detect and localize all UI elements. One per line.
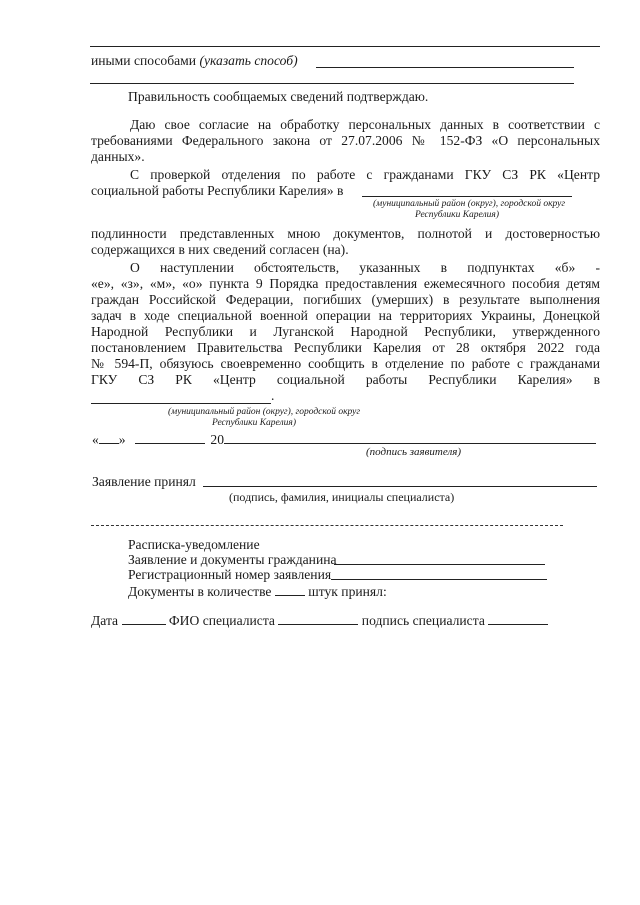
footer-date-field[interactable] [122, 612, 166, 625]
municipality-field-1[interactable] [362, 196, 572, 197]
consent-line-3: данных». [91, 149, 145, 164]
top-rule [90, 46, 600, 47]
receipt-regnum-label: Регистрационный номер заявления [128, 567, 332, 582]
check-line-1: С проверкой отделения по работе с гражданами ГКУ СЗ РК «Центр [130, 167, 600, 182]
accepted-label: Заявление принял [92, 474, 196, 489]
municipality-hint-1: (муниципальный район (округ), городской округ [373, 199, 566, 209]
oblig-line-7: № 594-П, обязуюсь своевременно сообщить в отделение по работе с гражданами [91, 356, 600, 371]
consent-line-2: требованиями Федерального закона от 27.07.2006 № 152-ФЗ «О персональных [91, 133, 600, 148]
oblig-line-6: постановлением Правительства Республики Карелия от 28 октября 2022 года [91, 340, 600, 355]
check-line-4: содержащихся в них сведений согласен (на). [91, 242, 349, 257]
oblig-line-4: задач в ходе специальной военной операции на территориях Украины, Донецкой [91, 308, 600, 323]
receipt-title: Расписка-уведомление [128, 537, 260, 552]
applicant-signature-hint: (подпись заявителя) [366, 446, 462, 458]
check-line-3: подлинности представленных мною документов, полнотой и достоверностью [91, 226, 600, 241]
date-month-field[interactable] [135, 431, 205, 444]
receipt-docs-label: Заявление и документы гражданина [128, 552, 337, 567]
applicant-signature-field[interactable] [239, 443, 596, 444]
oblig-line-2: «е», «з», «м», «о» пункта 9 Порядка предоставления ежемесячного пособия детям [91, 276, 600, 291]
other-ways-label: иными способами [91, 53, 197, 68]
municipality-field-2[interactable] [91, 403, 271, 404]
cut-line [91, 525, 563, 526]
footer-sign-label: подпись специалиста [361, 613, 485, 628]
confirm-statement: Правильность сообщаемых сведений подтверждаю. [128, 89, 429, 104]
date-row [92, 431, 240, 448]
receipt-count-row [128, 583, 387, 600]
check-line-2: социальной работы Республики Карелия» в [91, 183, 344, 198]
receipt-regnum-field[interactable] [331, 579, 547, 580]
oblig-line-3: граждан Российской Федерации, погибших (умерших) в результате выполнения [91, 292, 600, 307]
municipality-hint-b2: Республики Карелия) [212, 418, 296, 428]
footer-date-label: Дата [91, 613, 119, 628]
footer-row [91, 612, 548, 629]
footer-sign-field[interactable] [488, 612, 548, 625]
municipality-hint-2: Республики Карелия) [415, 210, 499, 220]
receipt-docs-field[interactable] [334, 564, 545, 565]
footer-fio-label: ФИО специалиста [168, 613, 275, 628]
footer-fio-field[interactable] [278, 612, 358, 625]
accepted-hint: (подпись, фамилия, инициалы специалиста) [229, 490, 455, 504]
oblig-end-dot: . [271, 388, 275, 403]
oblig-line-1: О наступлении обстоятельств, указанных в подпунктах «б» - [130, 260, 600, 275]
other-ways-field[interactable] [316, 67, 574, 68]
receipt-count-suffix: штук принял: [308, 584, 387, 599]
date-open-quote: « [92, 432, 99, 447]
other-ways-row [91, 53, 298, 69]
municipality-hint-b1: (муниципальный район (округ), городской округ [168, 407, 361, 417]
date-year-prefix: 20 [210, 432, 224, 447]
date-close-quote: » [118, 432, 126, 447]
date-day-field[interactable] [99, 431, 119, 444]
other-ways-field-2[interactable] [90, 83, 574, 84]
date-year-field[interactable] [224, 431, 240, 444]
receipt-count-field[interactable] [275, 583, 305, 596]
oblig-line-8: ГКУ СЗ РК «Центр социальной работы Республики Карелия» в [91, 372, 600, 387]
other-ways-hint: (указать способ) [199, 53, 298, 68]
accepted-field[interactable] [203, 486, 597, 487]
oblig-line-5: Народной Республики и Луганской Народной Республики, утвержденного [91, 324, 600, 339]
receipt-count-label: Документы в количестве [128, 584, 272, 599]
consent-line-1: Даю свое согласие на обработку персональных данных в соответствии с [130, 117, 600, 132]
